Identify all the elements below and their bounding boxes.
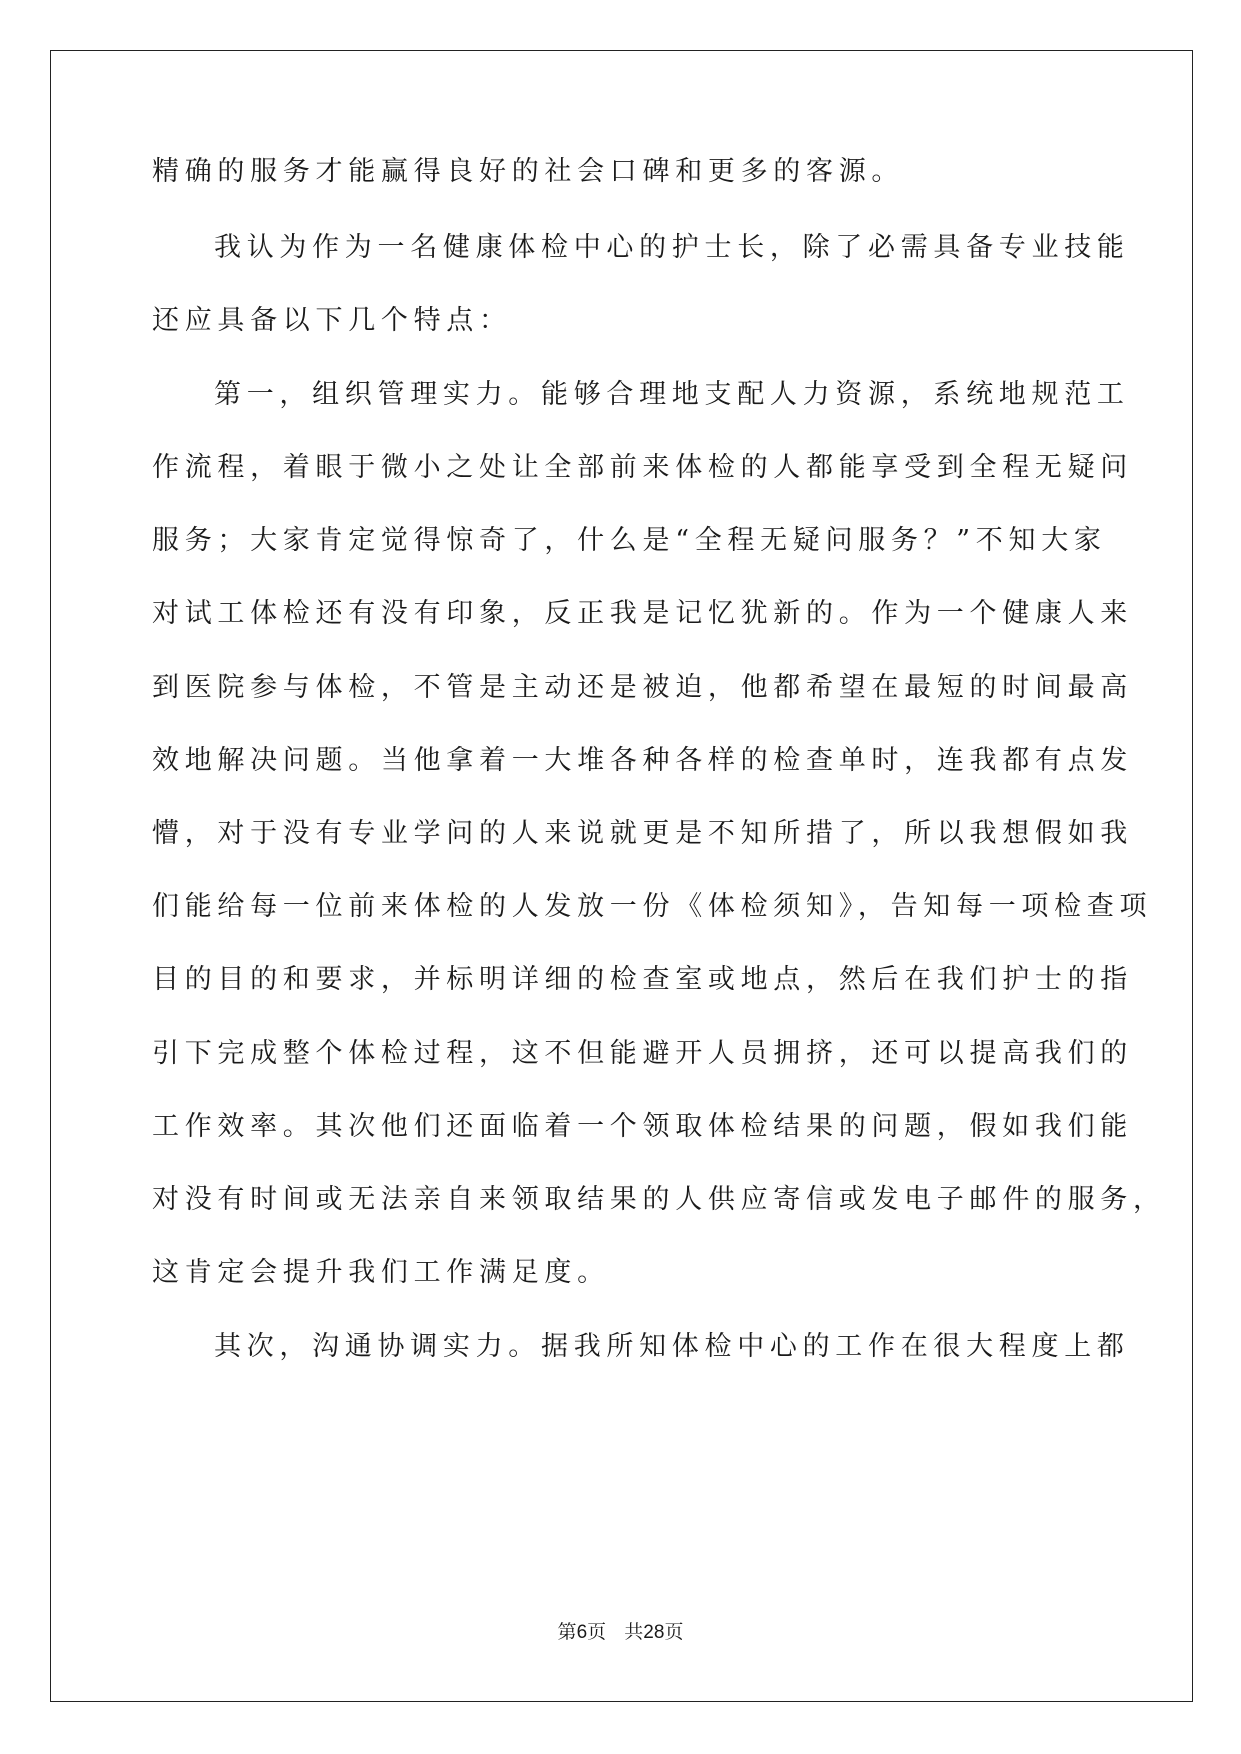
text-line-17: 其次，沟通协调实力。据我所知体检中心的工作在很大程度上都 [214, 1331, 1130, 1362]
text-line-14: 工作效率。其次他们还面临着一个领取体检结果的问题，假如我们能 [152, 1111, 1133, 1142]
text-line-11: 们能给每一位前来体检的人发放一份《体检须知》，告知每一项检查项 [152, 891, 1153, 922]
text-line-7: 对试工体检还有没有印象，反正我是记忆犹新的。作为一个健康人来 [152, 598, 1133, 629]
text-line-15: 对没有时间或无法亲自来领取结果的人供应寄信或发电子邮件的服务， [152, 1184, 1166, 1215]
page-border [50, 50, 1193, 1702]
text-line-1: 精确的服务才能赢得良好的社会口碑和更多的客源。 [152, 156, 905, 187]
text-line-3: 还应具备以下几个特点： [152, 305, 512, 336]
total-suffix: 页 [664, 1621, 684, 1643]
text-line-13: 引下完成整个体检过程，这不但能避开人员拥挤，还可以提高我们的 [152, 1038, 1133, 1069]
text-line-4: 第一，组织管理实力。能够合理地支配人力资源，系统地规范工 [214, 379, 1130, 410]
page-number: 6 [576, 1622, 588, 1643]
text-line-12: 目的目的和要求，并标明详细的检查室或地点，然后在我们护士的指 [152, 964, 1133, 995]
text-line-16: 这肯定会提升我们工作满足度。 [152, 1257, 610, 1288]
text-line-6: 服务；大家肯定觉得惊奇了，什么是“全程无疑问服务？”不知大家 [152, 525, 1107, 556]
text-line-9: 效地解决问题。当他拿着一大堆各种各样的检查单时，连我都有点发 [152, 745, 1133, 776]
page-prefix: 第 [557, 1621, 577, 1643]
page-footer [0, 1620, 1241, 1645]
page-suffix: 页 [587, 1621, 607, 1643]
text-line-10: 懵，对于没有专业学问的人来说就更是不知所措了，所以我想假如我 [152, 818, 1133, 849]
text-line-5: 作流程，着眼于微小之处让全部前来体检的人都能享受到全程无疑问 [152, 452, 1133, 483]
total-prefix: 共 [624, 1621, 644, 1643]
total-pages: 28 [643, 1622, 665, 1643]
text-line-2: 我认为作为一名健康体检中心的护士长，除了必需具备专业技能 [214, 232, 1130, 263]
text-line-8: 到医院参与体检，不管是主动还是被迫，他都希望在最短的时间最高 [152, 672, 1133, 703]
